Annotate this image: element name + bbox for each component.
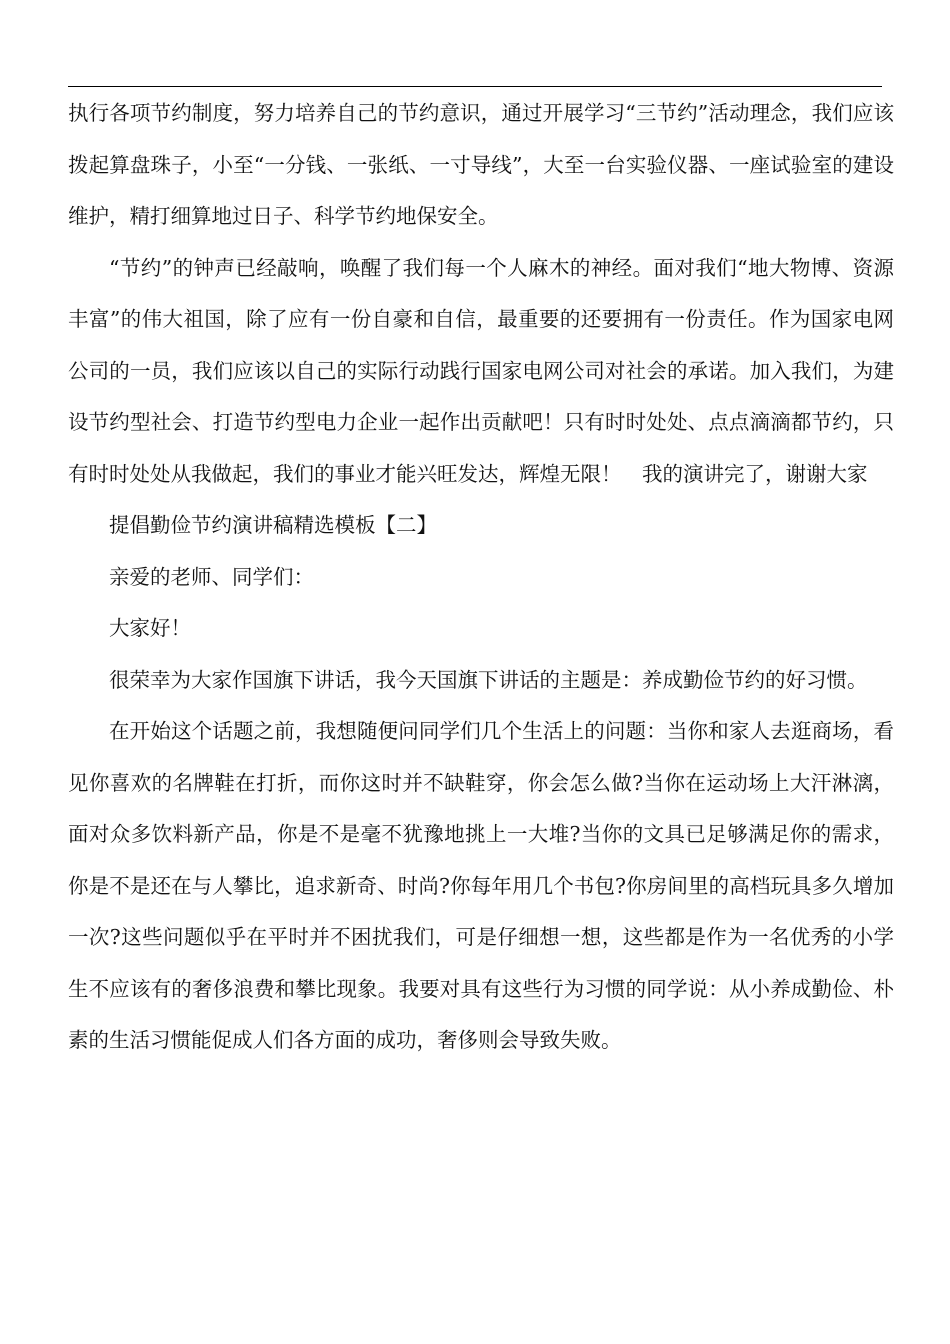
paragraph: 很荣幸为大家作国旗下讲话，我今天国旗下讲话的主题是：养成勤俭节约的好习惯。 bbox=[109, 667, 868, 692]
paragraph: “节约”的钟声已经敲响，唤醒了我们每一个人麻木的神经。面对我们“地大物博、资源丰富”的伟大祖国，除了应有一份自豪和自信，最重要的还要拥有一份责任。作为国家电网公司的一员，我们应该以自己的实际行动践行国家电网公司对社会的承诺。加入我们，为建设节约型社会、打造节约型电力企业一起作出贡献吧！只有时时处处、点点滴滴都节约，只有时时处处从我做起，我们的事业才能兴旺发达，辉煌无限！ 我的演讲完了，谢谢大家 bbox=[68, 255, 894, 486]
paragraph: 在开始这个话题之前，我想随便问同学们几个生活上的问题：当你和家人去逛商场，看见你喜欢的名牌鞋在打折，而你这时并不缺鞋穿，你会怎么做?当你在运动场上大汗淋漓，面对众多饮料新产品，你是不是毫不犹豫地挑上一大堆?当你的文具已足够满足你的需求，你是不是还在与人攀比，追求新奇、时尚?你每年用几个书包?你房间里的高档玩具多久增加一次?这些问题似乎在平时并不困扰我们，可是仔细想一想，这些都是作为一名优秀的小学生不应该有的奢侈浪费和攀比现象。我要对具有这些行为习惯的同学说：从小养成勤俭、朴素的生活习惯能促成人们各方面的成功，奢侈则会导致失败。 bbox=[68, 719, 894, 1052]
section-title: 提倡勤俭节约演讲稿精选模板【二】 bbox=[109, 513, 437, 537]
paragraph: 执行各项节约制度，努力培养自己的节约意识，通过开展学习“三节约”活动理念，我们应该拨起算盘珠子，小至“一分钱、一张纸、一寸导线”，大至一台实验仪器、一座试验室的建设维护，精打细算地过日子、科学节约地保安全。 bbox=[68, 101, 894, 228]
greeting: 大家好！ bbox=[109, 616, 191, 640]
document-body bbox=[68, 88, 894, 1067]
header-rule bbox=[68, 86, 882, 87]
salutation: 亲爱的老师、同学们： bbox=[109, 564, 314, 589]
